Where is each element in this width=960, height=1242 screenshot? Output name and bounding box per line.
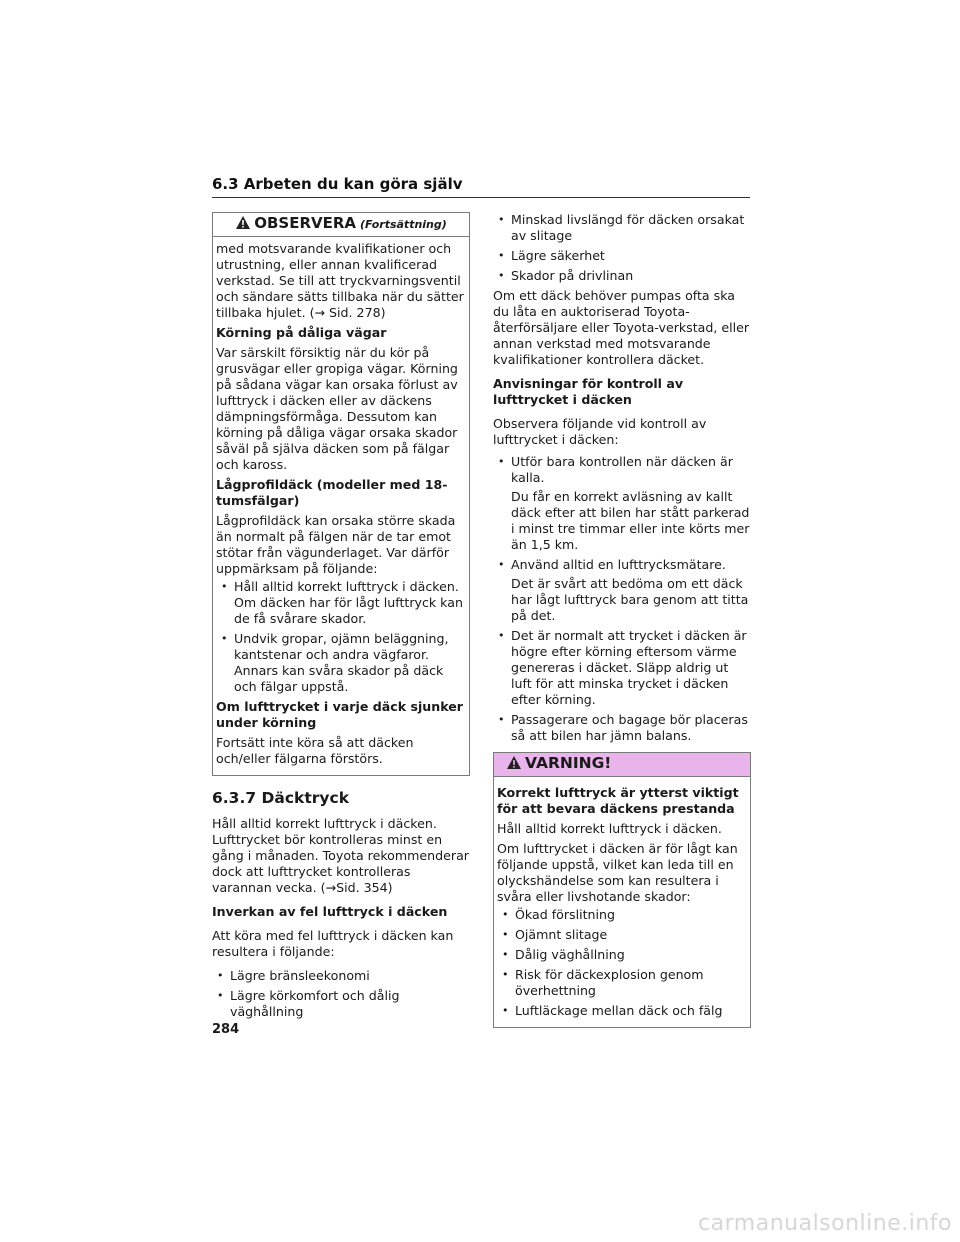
varning-para2: Om lufttrycket i däcken är för lågt kan följande uppstå, vilket kan leda till en olyckshändelse som kan resultera i svåra eller livshotande skador: xyxy=(497,841,738,904)
observera-para-rough-roads: Var särskilt försiktig när du kör på grusvägar eller gropiga vägar. Körning på sådana vägar kan orsaka förlust av lufttryck i däcken eller av däckens dämpningsförmåga. Dessutom kan körning på dåliga vägar orsaka skador såväl på själva däcken som på fälgar och kaross. xyxy=(216,345,458,472)
effects-list-continued xyxy=(493,212,751,284)
section-header: 6.3 Arbeten du kan göra själv xyxy=(212,175,750,198)
observera-heading-rough-roads: Körning på dåliga vägar xyxy=(216,325,387,340)
list-item xyxy=(216,579,466,627)
list-item xyxy=(493,712,751,744)
varning-title-bar xyxy=(494,753,750,777)
observera-intro: med motsvarande kvalifikationer och utrustning, eller annan kvalificerad verkstad. Se till att tryckvarningsventil och sändare sätts tillbaka när du sätter tillbaka hjulet. (→ Sid. 278) xyxy=(216,241,464,320)
list-item xyxy=(493,454,751,553)
observera-box xyxy=(212,212,470,776)
warning-triangle-icon xyxy=(235,215,251,233)
bullet-main: Undvik gropar, ojämn beläggning, kantstenar och andra vägfaror. Annars kan svåra skador på däck och fälgar uppstå. xyxy=(234,631,449,694)
observera-continuation: (Fortsättning) xyxy=(360,218,447,231)
varning-para1: Håll alltid korrekt lufttryck i däcken. xyxy=(497,821,722,836)
varning-box xyxy=(493,752,751,1028)
list-item: • Luftläckage mellan däck och fälg xyxy=(497,1003,747,1019)
bullet-sub: Om däcken har för lågt lufttryck kan de få svårare skador. xyxy=(234,595,463,626)
list-item: • Skador på drivlinan xyxy=(493,268,751,284)
observera-title: OBSERVERA xyxy=(254,214,357,232)
bullet-main: Utför bara kontrollen när däcken är kalla. xyxy=(511,454,733,485)
warning-triangle-icon xyxy=(506,755,522,773)
list-item: • Lägre bränsleekonomi xyxy=(212,968,470,984)
list-item: • Ökad förslitning xyxy=(497,907,747,923)
observera-title-bar xyxy=(213,213,469,237)
bullet-main: Håll alltid korrekt lufttryck i däcken. xyxy=(234,579,459,594)
page-number: 284 xyxy=(212,1022,240,1037)
bullet-main: Använd alltid en lufttrycksmätare. xyxy=(511,557,726,572)
bullet-sub: Det är svårt att bedöma om ett däck har lågt lufttryck bara genom att titta på det. xyxy=(511,576,749,623)
watermark: carmanualsonline.info xyxy=(698,1211,952,1236)
bullet-sub: Du får en korrekt avläsning av kallt däck efter att bilen har stått parkerad i minst tre timmar eller inte körts mer än 1,5 km. xyxy=(511,489,750,552)
pump-paragraph: Om ett däck behöver pumpas ofta ska du låta en auktoriserad Toyota-återförsäljare eller Toyota-verkstad, eller annan verkstad med motsvarande kvalifikationer kontrollera däcket. xyxy=(493,288,750,367)
observera-heading-low-profile: Lågprofildäck (modeller med 18-tumsfälgar) xyxy=(216,477,448,508)
check-list xyxy=(493,454,751,744)
check-intro: Observera följande vid kontroll av lufttrycket i däcken: xyxy=(493,416,707,447)
observera-heading-pressure-drop: Om lufttrycket i varje däck sjunker under körning xyxy=(216,699,464,730)
section-intro: Håll alltid korrekt lufttryck i däcken. Lufttrycket bör kontrolleras minst en gång i månaden. Toyota rekommenderar dock att lufttrycket kontrolleras varannan vecka. (→Sid. 354) xyxy=(212,816,469,895)
list-item xyxy=(493,557,751,624)
effects-list xyxy=(212,968,470,1020)
effects-intro: Att köra med fel lufttryck i däcken kan resultera i följande: xyxy=(212,928,454,959)
varning-list xyxy=(497,907,747,1019)
right-column xyxy=(493,212,751,1028)
list-item: • Lägre säkerhet xyxy=(493,248,751,264)
observera-para-pressure-drop: Fortsätt inte köra så att däcken och/eller fälgarna förstörs. xyxy=(216,735,414,766)
bullet-main: Det är normalt att trycket i däcken är högre efter körning eftersom värme genereras i däcket. Släpp aldrig ut luft för att minska trycket i däcken efter körning. xyxy=(511,628,747,707)
varning-heading: Korrekt lufttryck är ytterst viktigt för att bevara däckens prestanda xyxy=(497,785,739,816)
list-item: • Ojämnt slitage xyxy=(497,927,747,943)
observera-bullet-list xyxy=(216,579,466,695)
list-item: • Dålig väghållning xyxy=(497,947,747,963)
varning-title: VARNING! xyxy=(525,754,612,772)
list-item: • Minskad livslängd för däcken orsakat av slitage xyxy=(493,212,751,244)
observera-para-low-profile: Lågprofildäck kan orsaka större skada än normalt på fälgen när de tar emot stötar från vägunderlaget. Var därför uppmärksam på följande: xyxy=(216,513,456,576)
effects-heading: Inverkan av fel lufttryck i däcken xyxy=(212,904,448,919)
list-item: • Lägre körkomfort och dålig väghållning xyxy=(212,988,470,1020)
section-title: 6.3.7 Däcktryck xyxy=(212,789,350,807)
bullet-main: Passagerare och bagage bör placeras så att bilen har jämn balans. xyxy=(511,712,748,743)
check-heading: Anvisningar för kontroll av lufttrycket i däcken xyxy=(493,376,684,407)
left-column xyxy=(212,212,470,1024)
list-item xyxy=(216,631,466,695)
list-item xyxy=(493,628,751,708)
list-item: • Risk för däckexplosion genom överhettning xyxy=(497,967,747,999)
